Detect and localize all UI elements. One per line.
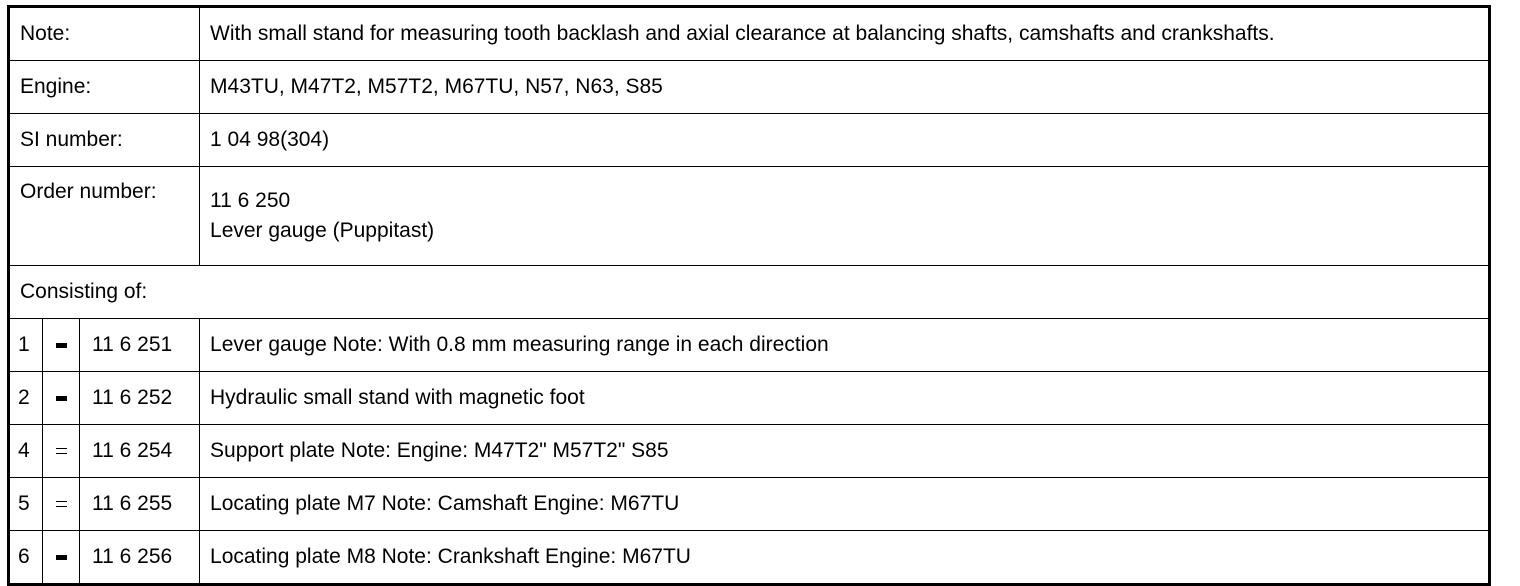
component-row — [9, 425, 1490, 478]
order-number-description: Lever gauge (Puppitast) — [210, 219, 435, 242]
note-value: With small stand for measuring tooth backlash and axial clearance at balancing shafts, camshafts and crankshafts. — [200, 7, 1490, 61]
component-description: Support plate Note: Engine: M47T2" M57T2" S85 — [200, 425, 1490, 478]
component-row — [9, 319, 1490, 372]
si-number-value: 1 04 98(304) — [200, 114, 1490, 167]
order-number-label-text: Order number: — [20, 180, 157, 203]
solid-dash-icon — [56, 555, 67, 560]
component-part-number: 11 6 255 — [80, 478, 200, 531]
note-row — [9, 7, 1490, 61]
component-description: Lever gauge Note: With 0.8 mm measuring range in each direction — [200, 319, 1490, 372]
component-part-number: 11 6 256 — [80, 531, 200, 585]
si-number-row — [9, 114, 1490, 167]
component-marker — [43, 372, 80, 425]
component-description: Locating plate M8 Note: Crankshaft Engine: M67TU — [200, 531, 1490, 585]
double-dash-icon — [56, 501, 67, 507]
engine-label: Engine: — [9, 61, 200, 114]
double-dash-icon — [56, 448, 67, 454]
solid-dash-icon — [56, 343, 67, 348]
component-row — [9, 478, 1490, 531]
engine-row — [9, 61, 1490, 114]
component-marker — [43, 531, 80, 585]
component-marker — [43, 425, 80, 478]
component-index: 4 — [9, 425, 43, 478]
si-number-label: SI number: — [9, 114, 200, 167]
component-index: 2 — [9, 372, 43, 425]
consisting-of-label: Consisting of: — [9, 266, 1490, 319]
component-part-number: 11 6 252 — [80, 372, 200, 425]
order-number-row — [9, 167, 1490, 266]
component-index: 5 — [9, 478, 43, 531]
component-part-number: 11 6 251 — [80, 319, 200, 372]
component-row — [9, 531, 1490, 585]
engine-value: M43TU, M47T2, M57T2, M67TU, N57, N63, S85 — [200, 61, 1490, 114]
tool-spec-table — [7, 5, 1491, 586]
order-number-code: 11 6 250 — [210, 189, 291, 212]
note-label: Note: — [9, 7, 200, 61]
solid-dash-icon — [56, 396, 67, 401]
component-description: Hydraulic small stand with magnetic foot — [200, 372, 1490, 425]
component-marker — [43, 478, 80, 531]
order-number-label — [9, 167, 200, 266]
component-part-number: 11 6 254 — [80, 425, 200, 478]
component-description: Locating plate M7 Note: Camshaft Engine: M67TU — [200, 478, 1490, 531]
component-marker — [43, 319, 80, 372]
component-row — [9, 372, 1490, 425]
component-index: 1 — [9, 319, 43, 372]
order-number-value — [200, 167, 1490, 266]
component-index: 6 — [9, 531, 43, 585]
consisting-of-row — [9, 266, 1490, 319]
